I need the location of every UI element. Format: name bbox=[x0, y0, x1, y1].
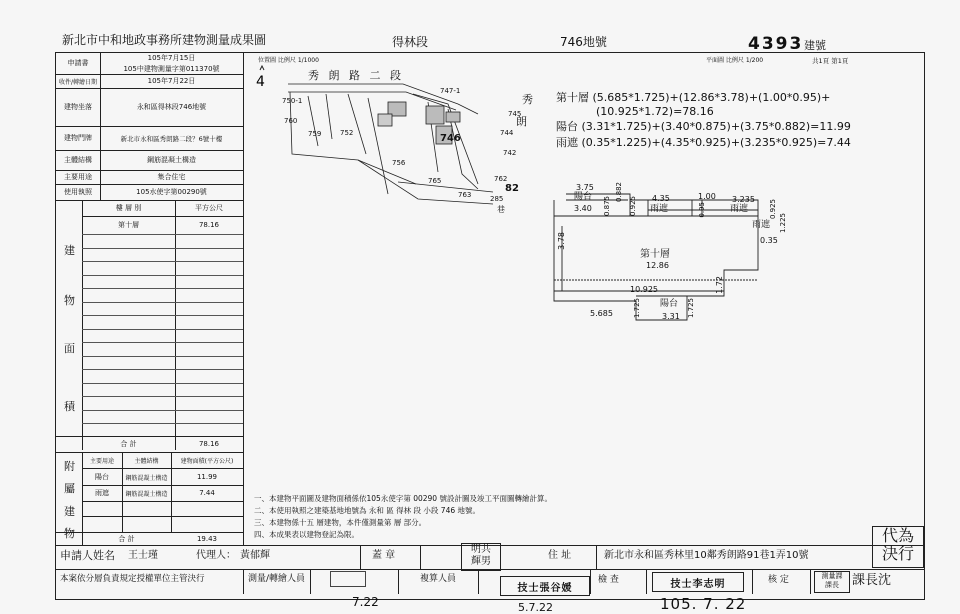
plan-d331: 3.31 bbox=[662, 312, 680, 321]
plan-floor-label: 第十層 bbox=[640, 249, 670, 260]
plan-d5685: 5.685 bbox=[590, 309, 613, 318]
area-side-2: 物 bbox=[64, 294, 75, 307]
date-small-2: 5.7.22 bbox=[518, 601, 553, 614]
plan-canopy-1: 雨遮 bbox=[650, 204, 669, 214]
area-grid-line bbox=[82, 383, 243, 384]
applicant-label: 申請人姓名 bbox=[60, 549, 115, 562]
subtotal-label: 合 計 bbox=[120, 440, 137, 448]
plan-d0925a: 0.925 bbox=[629, 196, 637, 217]
area-side-1: 建 bbox=[64, 244, 75, 257]
value-main-use: 集合住宅 bbox=[157, 173, 186, 181]
site-road-right-1: 秀 bbox=[522, 93, 533, 106]
annex-side-4: 物 bbox=[64, 527, 75, 540]
area-grid-line bbox=[82, 248, 243, 249]
value-doorplate: 新北市永和區秀朗路二段？6號十樓 bbox=[120, 134, 223, 143]
lot-752: 752 bbox=[340, 129, 354, 137]
scale-left: 位置圖 比例尺 1/1000 bbox=[258, 57, 319, 64]
plan-d035: 0.35 bbox=[760, 236, 778, 245]
annex-side-3: 建 bbox=[64, 505, 75, 518]
building-number-suffix: 建號 bbox=[804, 39, 826, 52]
lot-765: 765 bbox=[428, 177, 442, 185]
date-small-1: 7.22 bbox=[352, 595, 379, 609]
label-license: 使用執照 bbox=[64, 188, 92, 196]
site-road-right-2: 朗 bbox=[516, 115, 527, 128]
plan-canopy-3: 雨遮 bbox=[752, 220, 771, 230]
plan-d1725a: 1.725 bbox=[633, 298, 641, 319]
area-grid-line bbox=[82, 369, 243, 370]
lot-285: 285 bbox=[490, 195, 504, 203]
plan-d0875: 0.875 bbox=[603, 196, 611, 217]
lot-82: 82 bbox=[505, 183, 519, 194]
lot-lane: 巷 bbox=[497, 205, 505, 214]
office-title: 新北市中和地政事務所建物測量成果圖 bbox=[62, 33, 267, 47]
date-stamp: 105. 7. 22 bbox=[660, 595, 747, 613]
applicant-stamp-text: 明共 輝男 bbox=[471, 544, 491, 567]
label-structure: 主體結構 bbox=[64, 156, 92, 164]
value-location: 永和區得林段746地號 bbox=[136, 103, 207, 111]
area-grid-line bbox=[82, 329, 243, 330]
plan-balcony-top: 陽台 bbox=[574, 192, 593, 202]
plan-d100: 1.00 bbox=[698, 192, 716, 201]
value-license: 105水使字第00290號 bbox=[136, 188, 207, 196]
building-number: 4393 bbox=[748, 34, 804, 54]
area-side-3: 面 bbox=[64, 342, 75, 355]
address-label: 住 址 bbox=[548, 550, 572, 561]
note-4: 四、本成果表以建物登記為限。 bbox=[254, 530, 359, 539]
lot-760: 760 bbox=[284, 117, 298, 125]
proxy-stamp-text: 代為 決行 bbox=[881, 526, 914, 563]
survey-label: 測量/轉繪人員 bbox=[248, 574, 306, 584]
lot-745: 745 bbox=[508, 110, 522, 118]
lot-747-1: 747-1 bbox=[440, 87, 461, 95]
check-stamp bbox=[652, 572, 744, 592]
approve-unit-stamp bbox=[814, 571, 850, 593]
area-grid-line bbox=[82, 234, 243, 235]
area-header-floor: 樓 層 別 bbox=[115, 204, 142, 212]
lot-742: 742 bbox=[503, 149, 517, 157]
plan-d172: 1.72 bbox=[715, 276, 724, 294]
lot-746: 746 bbox=[440, 133, 461, 144]
plan-d340: 3.40 bbox=[574, 204, 592, 213]
label-main-use: 主要用途 bbox=[64, 173, 92, 181]
area-grid-line bbox=[82, 342, 243, 343]
formula-floor-2: (10.925*1.72)=78.16 bbox=[596, 105, 714, 118]
area-grid-line bbox=[82, 423, 243, 424]
survey-seal bbox=[330, 571, 366, 587]
formula-balcony: 陽台 (3.31*1.725)+(3.40*0.875)+(3.75*0.882)=11.99 bbox=[556, 120, 851, 133]
area-grid-line bbox=[82, 302, 243, 303]
plan-balcony-bottom: 陽台 bbox=[660, 299, 679, 309]
label-doorplate: 建物門牌 bbox=[64, 134, 92, 142]
agent-name: 黃郁輝 bbox=[240, 550, 270, 561]
lot-762: 762 bbox=[494, 175, 508, 183]
seal-label: 蓋 章 bbox=[372, 550, 396, 561]
area-grid-line bbox=[82, 410, 243, 411]
annex-row-1-area: 11.99 bbox=[196, 473, 218, 481]
applicant-stamp bbox=[461, 543, 501, 571]
lot-763: 763 bbox=[458, 191, 472, 199]
review-stamp bbox=[500, 576, 590, 596]
note-2: 二、本使用執照之建築基地地號為 永和 區 得林 段 小段 746 地號。 bbox=[254, 506, 481, 515]
note-3: 三、本建物係十五 層建物，本件僅測量第 層 部分。 bbox=[254, 518, 427, 527]
approve-name: 課長沈 bbox=[852, 573, 892, 588]
plan-d095: 0.95 bbox=[698, 202, 706, 218]
plan-d1225: 1.225 bbox=[779, 213, 787, 234]
cert-line: 本案依分層負責規定授權單位主管決行 bbox=[60, 574, 205, 584]
lot-759: 759 bbox=[308, 130, 322, 138]
plan-d0882: 0.882 bbox=[615, 182, 623, 203]
area-grid-line bbox=[82, 288, 243, 289]
area-header-area: 平方公尺 bbox=[195, 204, 223, 212]
scale-right: 平面圖 比例尺 1/200 bbox=[706, 57, 764, 64]
formula-floor-1: 第十層 (5.685*1.725)+(12.86*3.78)+(1.00*0.95)+ bbox=[556, 91, 831, 104]
applicant-name: 王士瑾 bbox=[128, 550, 158, 561]
plan-d10925: 10.925 bbox=[630, 285, 658, 294]
lot-756: 756 bbox=[392, 159, 406, 167]
lot-744: 744 bbox=[500, 129, 514, 137]
label-location: 建物坐落 bbox=[64, 103, 92, 111]
page-info: 共1頁 第1頁 bbox=[812, 57, 849, 65]
annex-row-2-use: 雨遮 bbox=[95, 489, 109, 497]
area-row-floor: 第十層 bbox=[118, 221, 139, 229]
value-receipt-date: 105年7月22日 bbox=[147, 77, 196, 85]
annex-header-use: 主要用途 bbox=[89, 457, 114, 465]
label-application: 申請書 bbox=[67, 59, 89, 67]
annex-row-2-struct: 鋼筋混凝土構造 bbox=[125, 490, 168, 498]
review-label: 複算人員 bbox=[420, 574, 457, 584]
review-stamp-name: 技士張谷媛 bbox=[517, 582, 573, 594]
approve-label: 核 定 bbox=[768, 575, 789, 585]
annex-row-2-area: 7.44 bbox=[199, 489, 215, 497]
area-grid-line bbox=[82, 356, 243, 357]
lot-750-1: 750-1 bbox=[282, 97, 303, 105]
subtotal-value: 78.16 bbox=[198, 440, 220, 448]
area-grid-line bbox=[82, 275, 243, 276]
annex-total-value: 19.43 bbox=[196, 535, 218, 543]
plan-d375: 3.75 bbox=[576, 183, 594, 192]
plan-d1286: 12.86 bbox=[646, 261, 669, 270]
plan-d435: 4.35 bbox=[652, 194, 670, 203]
agent-label: 代理人： bbox=[196, 550, 236, 561]
annex-header-struct: 主體結構 bbox=[134, 457, 159, 465]
note-1: 一、本建物平面圖及建物面積係依105永使字第 00290 號設計圖及竣工平面圖轉繪計算。 bbox=[254, 494, 552, 503]
site-road: 秀 朗 路 二 段 bbox=[308, 69, 404, 82]
annex-row-1-use: 陽台 bbox=[95, 473, 109, 481]
annex-side-1: 附 bbox=[64, 460, 75, 473]
formula-canopy: 雨遮 (0.35*1.225)+(4.35*0.925)+(3.235*0.925)=7.44 bbox=[556, 136, 851, 149]
annex-total-label: 合 計 bbox=[118, 535, 135, 543]
section-name: 得林段 bbox=[392, 35, 429, 49]
value-application-date: 105年7月15日 bbox=[147, 53, 196, 62]
plan-canopy-2: 雨遮 bbox=[730, 204, 749, 214]
value-application-no: 105中建物測量字第011370號 bbox=[123, 64, 220, 73]
label-receipt-date: 收件/轉繪日期 bbox=[58, 78, 98, 86]
value-structure: 鋼筋混凝土構造 bbox=[147, 156, 196, 164]
plan-d3235: 3.235 bbox=[732, 195, 755, 204]
area-grid-line bbox=[82, 396, 243, 397]
plan-d1725b: 1.725 bbox=[687, 298, 695, 319]
check-label: 檢 查 bbox=[598, 575, 619, 585]
annex-row-1-struct: 鋼筋混凝土構造 bbox=[125, 474, 168, 482]
approve-unit-text: 測量課 課長 bbox=[821, 572, 843, 589]
lot-number: 746地號 bbox=[560, 35, 607, 49]
area-row-value: 78.16 bbox=[198, 221, 220, 229]
plan-d0925b: 0.925 bbox=[769, 199, 777, 220]
annex-header-area: 建物面積(平方公尺) bbox=[180, 457, 234, 465]
proxy-stamp bbox=[872, 526, 924, 568]
north-arrow: 4 bbox=[256, 74, 265, 90]
address-value: 新北市永和區秀林里10鄰秀朗路91巷1弄10號 bbox=[604, 550, 809, 561]
area-grid-line bbox=[82, 315, 243, 316]
plan-d378: 3.78 bbox=[557, 232, 566, 250]
check-stamp-name: 技士李志明 bbox=[670, 578, 726, 590]
area-grid-line bbox=[82, 261, 243, 262]
annex-side-2: 屬 bbox=[64, 482, 75, 495]
area-side-4: 積 bbox=[64, 400, 75, 413]
